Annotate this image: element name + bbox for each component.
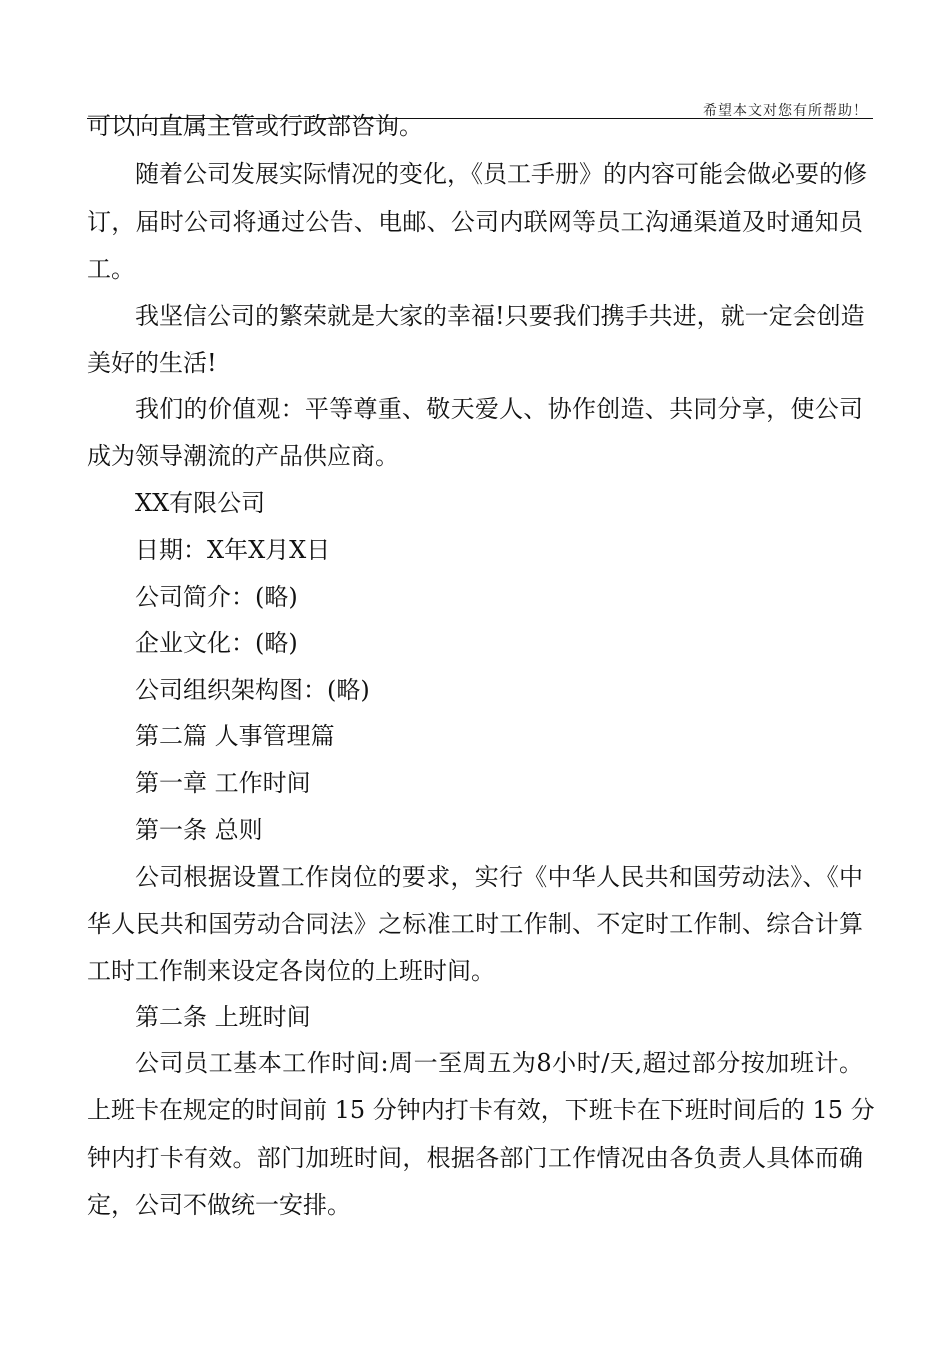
paragraph-line: 成为领导潮流的产品供应商。 xyxy=(87,442,399,470)
paragraph-line: 工时工作制来设定各岗位的上班时间。 xyxy=(87,957,495,985)
article-heading: 第一条 总则 xyxy=(135,816,263,844)
paragraph-line: 工。 xyxy=(87,255,135,283)
company-name: XX有限公司 xyxy=(135,489,266,517)
paragraph-line: 可以向直属主管或行政部咨询。 xyxy=(87,112,423,140)
paragraph-line: 定，公司不做统一安排。 xyxy=(87,1191,351,1219)
paragraph-line: 美好的生活! xyxy=(87,349,217,377)
company-profile-line: 公司简介：(略) xyxy=(135,583,298,611)
paragraph-line: 随着公司发展实际情况的变化，《员工手册》的内容可能会做必要的修 xyxy=(135,160,867,188)
paragraph-line: 华人民共和国劳动合同法》之标准工时工作制、不定时工作制、综合计算 xyxy=(87,910,863,938)
org-chart-line: 公司组织架构图：(略) xyxy=(135,676,370,704)
corporate-culture-line: 企业文化：(略) xyxy=(135,629,298,657)
paragraph-line: 钟内打卡有效。部门加班时间，根据各部门工作情况由各负责人具体而确 xyxy=(87,1144,863,1172)
paragraph-line: 公司员工基本工作时间:周一至周五为8小时/天,超过部分按加班计。 xyxy=(135,1049,863,1077)
paragraph-line: 我坚信公司的繁荣就是大家的幸福!只要我们携手共进，就一定会创造 xyxy=(135,302,865,330)
part-heading: 第二篇 人事管理篇 xyxy=(135,722,335,750)
chapter-heading: 第一章 工作时间 xyxy=(135,769,311,797)
header-note: 希望本文对您有所帮助！ xyxy=(703,103,868,119)
paragraph-line: 公司根据设置工作岗位的要求，实行《中华人民共和国劳动法》、《中 xyxy=(135,863,863,891)
paragraph-line: 我们的价值观：平等尊重、敬天爱人、协作创造、共同分享，使公司 xyxy=(135,395,863,423)
paragraph-line: 订，届时公司将通过公告、电邮、公司内联网等员工沟通渠道及时通知员 xyxy=(87,208,863,236)
date-line: 日期：X年X月X日 xyxy=(135,536,331,564)
article-heading: 第二条 上班时间 xyxy=(135,1003,311,1031)
paragraph-line: 上班卡在规定的时间前 15 分钟内打卡有效，下班卡在下班时间后的 15 分 xyxy=(87,1096,875,1124)
